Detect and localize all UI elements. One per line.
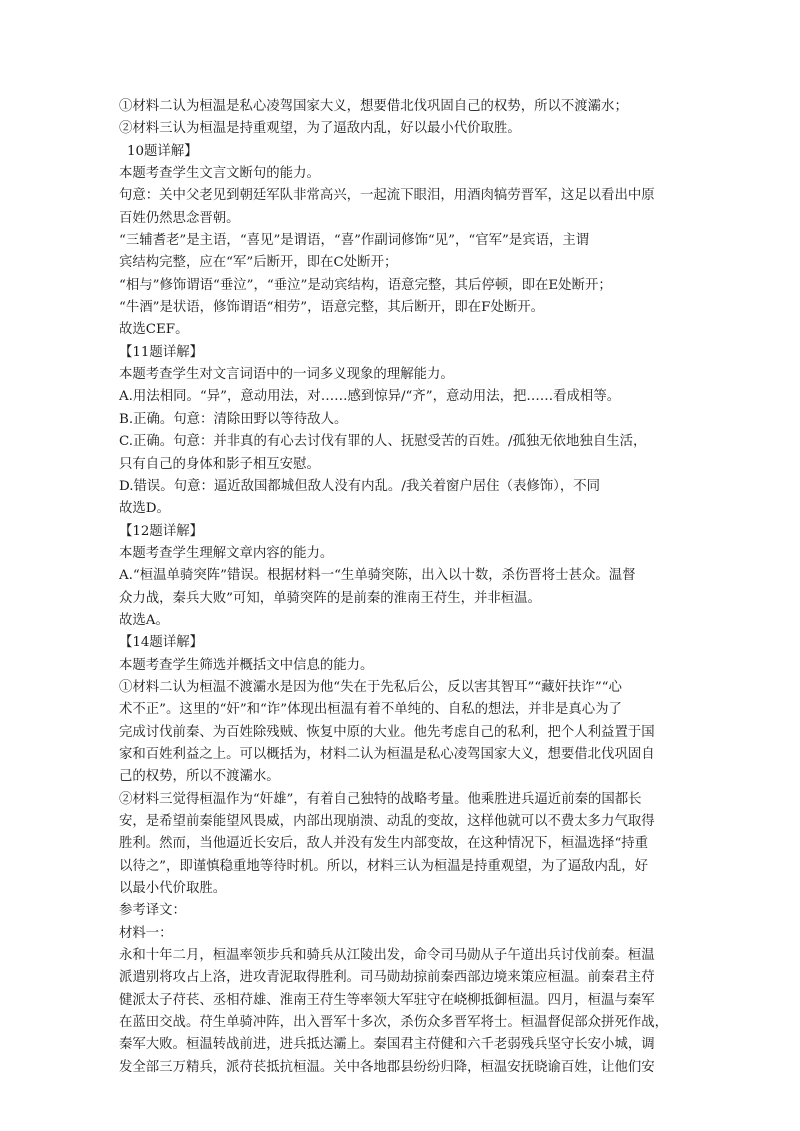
answer-line-1: ①材料二认为桓温是私心凌驾国家大义，想要借北伐巩固自己的权势，所以不渡灞水； [119,99,628,114]
material-heading: 材料一： [119,925,173,941]
text-line: 众力战，秦兵大败”可知，单骑突阵的是前秦的淮南王苻生，并非桓温。 [119,590,541,606]
text-line: 宾结构完整，应在“军”后断开，即在C处断开； [119,255,398,271]
text-line: ①材料二认为桓温不渡灞水是因为他“失在于先私后公，反以害其智耳”“藏奸扶诈”“心 [119,679,622,695]
text-line: 派遣别将攻占上洛，进攻青泥取得胜利。司马勋劫掠前秦西部边境来策应桓温。前秦君主苻 [119,970,655,986]
section-heading-10: 10题详解】 [127,143,198,159]
text-line: 百姓仍然思念晋朝。 [119,210,240,226]
answer-choice: 故选D。 [119,501,170,517]
text-line: “相与”修饰谓语“垂泣”，“垂泣”是动宾结构，语意完整，其后停顿，即在E处断开； [119,277,612,293]
text-line: 以最小代价取胜。 [119,881,227,897]
text-line: 本题考查学生筛选并概括文中信息的能力。 [119,657,374,673]
text-line: 秦军大败。桓温转战前进，进兵抵达灞上。秦国君主苻健和六千老弱残兵坚守长安小城，调 [119,1037,655,1053]
answer-choice: 故选A。 [119,612,169,628]
option-a: A.“桓温单骑突阵”错误。根据材料一“生单骑突陈，出入以十数，杀伤晋将士甚众。温督 [119,568,636,584]
answer-choice: 故选CEF。 [119,322,189,338]
section-heading-12: 【12题详解】 [119,523,203,539]
text-line: 永和十年二月，桓温率领步兵和骑兵从江陵出发，命令司马勋从子午道出兵讨伐前秦。桓温 [119,948,655,964]
text-line: 完成讨伐前秦、为百姓除残贼、恢复中原的大业。他先考虑自己的私利，把个人利益置于国 [119,724,655,740]
text-line: 句意：关中父老见到朝廷军队非常高兴，一起流下眼泪，用酒肉犒劳晋军，这足以看出中原 [119,188,655,204]
section-heading-11: 【11题详解】 [119,344,203,360]
text-line: 以待之”，即谨慎稳重地等待时机。所以，材料三认为桓温是持重观望，为了逼敌内乱，好 [119,858,649,874]
text-line: 本题考查学生理解文章内容的能力。 [119,545,334,561]
option-b: B.正确。句意：清除田野以等待敌人。 [119,411,348,427]
translation-heading: 参考译文： [119,903,186,919]
text-line: 只有自己的身体和影子相互安慰。 [119,456,320,472]
document-page [119,96,681,1079]
option-d: D.错误。句意：逼近敌国都城但敌人没有内乱。/我关着窗户居住（表修饰），不同 [119,478,600,494]
text-line: 发全部三万精兵，派苻苌抵抗桓温。关中各地郡县纷纷归降，桓温安抚晓谕百姓，让他们安 [119,1059,655,1075]
text-line: 本题考查学生文言文断句的能力。 [119,166,320,182]
text-line: 己的权势，所以不渡灞水。 [119,769,280,785]
text-line: 本题考查学生对文言词语中的一词多义现象的理解能力。 [119,367,454,383]
text-line: ②材料三觉得桓温作为“奸雄”，有着自己独特的战略考量。他乘胜进兵逼近前秦的国都长 [119,791,642,807]
text-line: “三辅耆老”是主语，“喜见”是谓语，“喜”作副词修饰“见”，“官军”是宾语，主谓 [119,233,590,249]
answer-line-2: ②材料三认为桓温是持重观望，为了逼敌内乱，好以最小代价取胜。 [119,121,521,137]
text-line: 家和百姓利益之上。可以概括为，材料二认为桓温是私心凌驾国家大义，想要借北伐巩固自 [119,746,655,762]
text-line: “牛酒”是状语，修饰谓语“相劳”，语意完整，其后断开，即在F处断开。 [119,300,544,316]
text-line: 胜利。然而，当他逼近长安后，敌人并没有发生内部变故，在这种情况下，桓温选择“持重 [119,836,649,852]
option-c: C.正确。句意：并非真的有心去讨伐有罪的人、抚慰受苦的百姓。/孤独无依地独自生活， [119,434,647,450]
text-line: 术不正”。这里的“奸”和“诈”体现出桓温有着不单纯的、自私的想法，并非是真心为了 [119,702,622,718]
text-line: 在蓝田交战。苻生单骑冲阵，出入晋军十多次，杀伤众多晋军将士。桓温督促部众拼死作战， [119,1015,669,1031]
option-a: A.用法相同。“异”，意动用法，对……感到惊异/“齐”，意动用法，把……看成相等。 [119,389,621,405]
section-heading-14: 【14题详解】 [119,635,203,651]
text-line: 安，是希望前秦能望风畏威，内部出现崩溃、动乱的变故，这样他就可以不费太多力气取得 [119,814,655,829]
text-line: 健派太子苻苌、丞相苻雄、淮南王苻生等率领大军驻守在峣柳抵御桓温。四月，桓温与秦军 [119,992,655,1008]
